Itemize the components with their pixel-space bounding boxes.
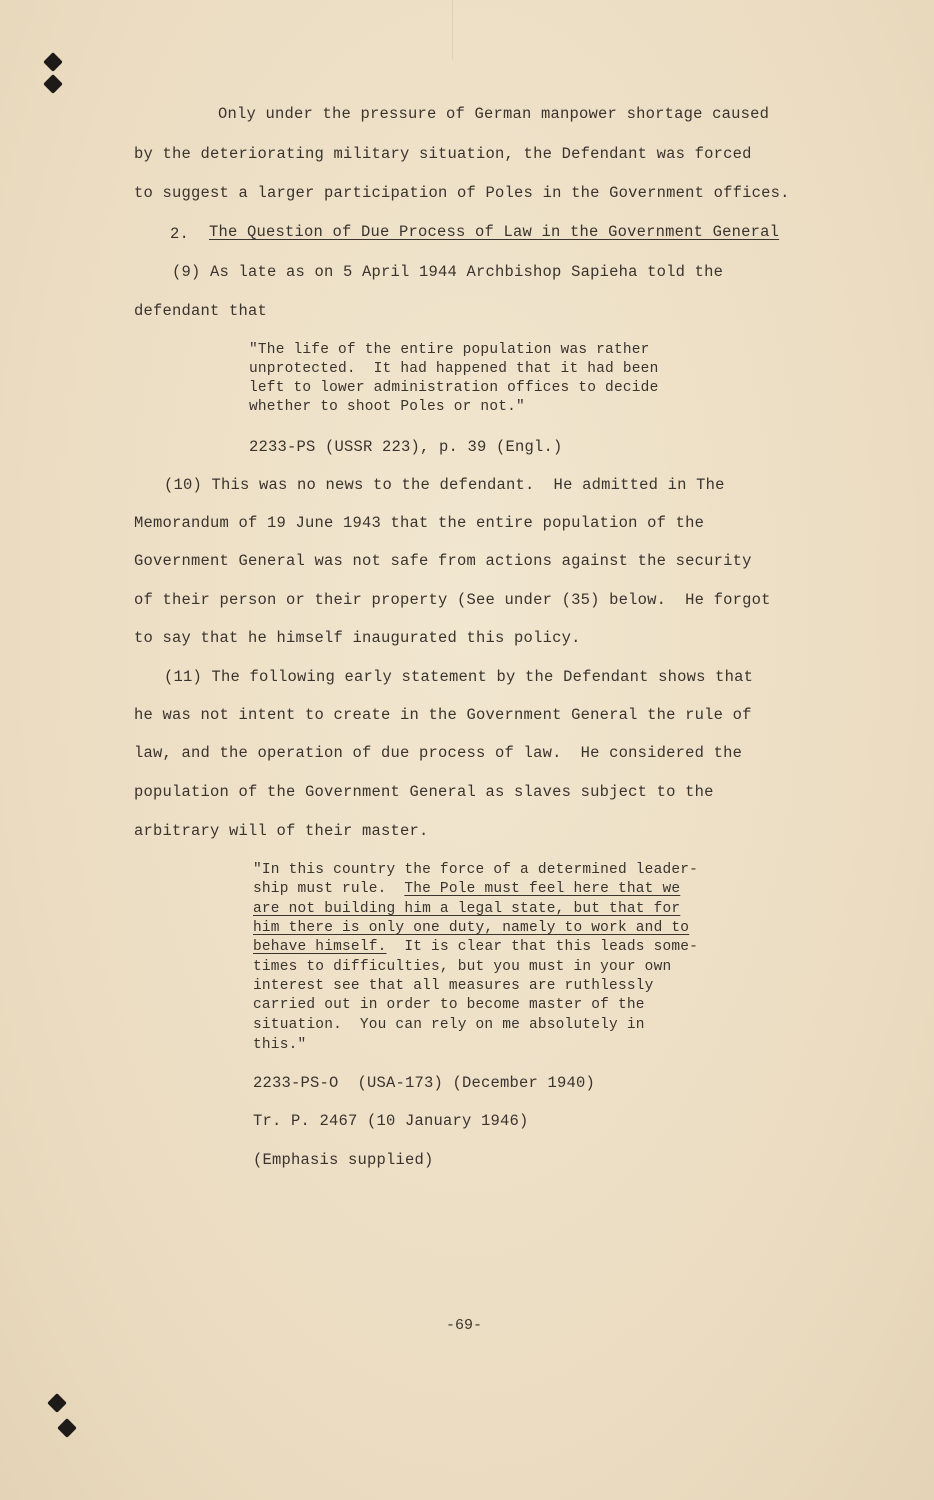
- paragraph-11-line: population of the Government General as slaves subject to the: [134, 783, 714, 801]
- emphasized-text: behave himself.: [253, 939, 387, 955]
- citation: 2233-PS-O (USA-173) (December 1940): [253, 1074, 596, 1092]
- paper-crease: [452, 0, 453, 60]
- section-heading: The Question of Due Process of Law in the Government General: [209, 223, 780, 241]
- binding-hole-mark: [43, 52, 63, 72]
- quote-line: left to lower administration offices to decide: [249, 380, 659, 396]
- quote-line: this.": [253, 1037, 307, 1053]
- quote-line: interest see that all measures are ruthlessly: [253, 978, 654, 994]
- citation: 2233-PS (USSR 223), p. 39 (Engl.): [249, 438, 563, 456]
- paragraph-10-line: (10) This was no news to the defendant. He admitted in The: [164, 476, 725, 494]
- binding-hole-mark: [47, 1393, 67, 1413]
- page-number: -69-: [446, 1317, 483, 1334]
- citation: (Emphasis supplied): [253, 1151, 434, 1169]
- paragraph-10-line: of their person or their property (See under (35) below. He forgot: [134, 591, 771, 609]
- paragraph-10-line: to say that he himself inaugurated this policy.: [134, 629, 581, 647]
- quote-line: [253, 937, 698, 957]
- body-line: Only under the pressure of German manpower shortage caused: [218, 105, 770, 123]
- body-line: by the deteriorating military situation, the Defendant was forced: [134, 145, 752, 163]
- emphasized-quote-line: him there is only one duty, namely to work and to: [253, 920, 690, 936]
- section-number: 2.: [170, 225, 190, 243]
- paragraph-10-line: Memorandum of 19 June 1943 that the entire population of the: [134, 514, 705, 532]
- emphasized-text: The Pole must feel here that we: [404, 881, 681, 897]
- quote-line: [253, 879, 680, 899]
- paragraph-11-line: law, and the operation of due process of law. He considered the: [134, 744, 743, 762]
- paragraph-9-line: defendant that: [134, 302, 268, 320]
- quote-line: unprotected. It had happened that it had been: [249, 361, 659, 377]
- paragraph-11-line: he was not intent to create in the Government General the rule of: [134, 706, 752, 724]
- quote-text: It is clear that this leads some-: [386, 939, 699, 955]
- binding-hole-mark: [43, 74, 63, 94]
- quote-line: carried out in order to become master of the: [253, 997, 645, 1013]
- paragraph-9-line: (9) As late as on 5 April 1944 Archbishop Sapieha told the: [172, 263, 724, 281]
- body-line: to suggest a larger participation of Poles in the Government offices.: [134, 184, 790, 202]
- quote-line: whether to shoot Poles or not.": [249, 399, 525, 415]
- binding-hole-mark: [57, 1418, 77, 1438]
- quote-line: "The life of the entire population was rather: [249, 342, 650, 358]
- quote-line: "In this country the force of a determined leader-: [253, 862, 699, 878]
- citation: Tr. P. 2467 (10 January 1946): [253, 1112, 529, 1130]
- quote-line: times to difficulties, but you must in your own: [253, 959, 672, 975]
- paragraph-11-line: (11) The following early statement by the Defendant shows that: [164, 668, 754, 686]
- paragraph-10-line: Government General was not safe from actions against the security: [134, 552, 752, 570]
- quote-text: ship must rule.: [253, 881, 405, 897]
- emphasized-quote-line: are not building him a legal state, but that for: [253, 901, 681, 917]
- quote-line: situation. You can rely on me absolutely in: [253, 1017, 645, 1033]
- paragraph-11-line: arbitrary will of their master.: [134, 822, 429, 840]
